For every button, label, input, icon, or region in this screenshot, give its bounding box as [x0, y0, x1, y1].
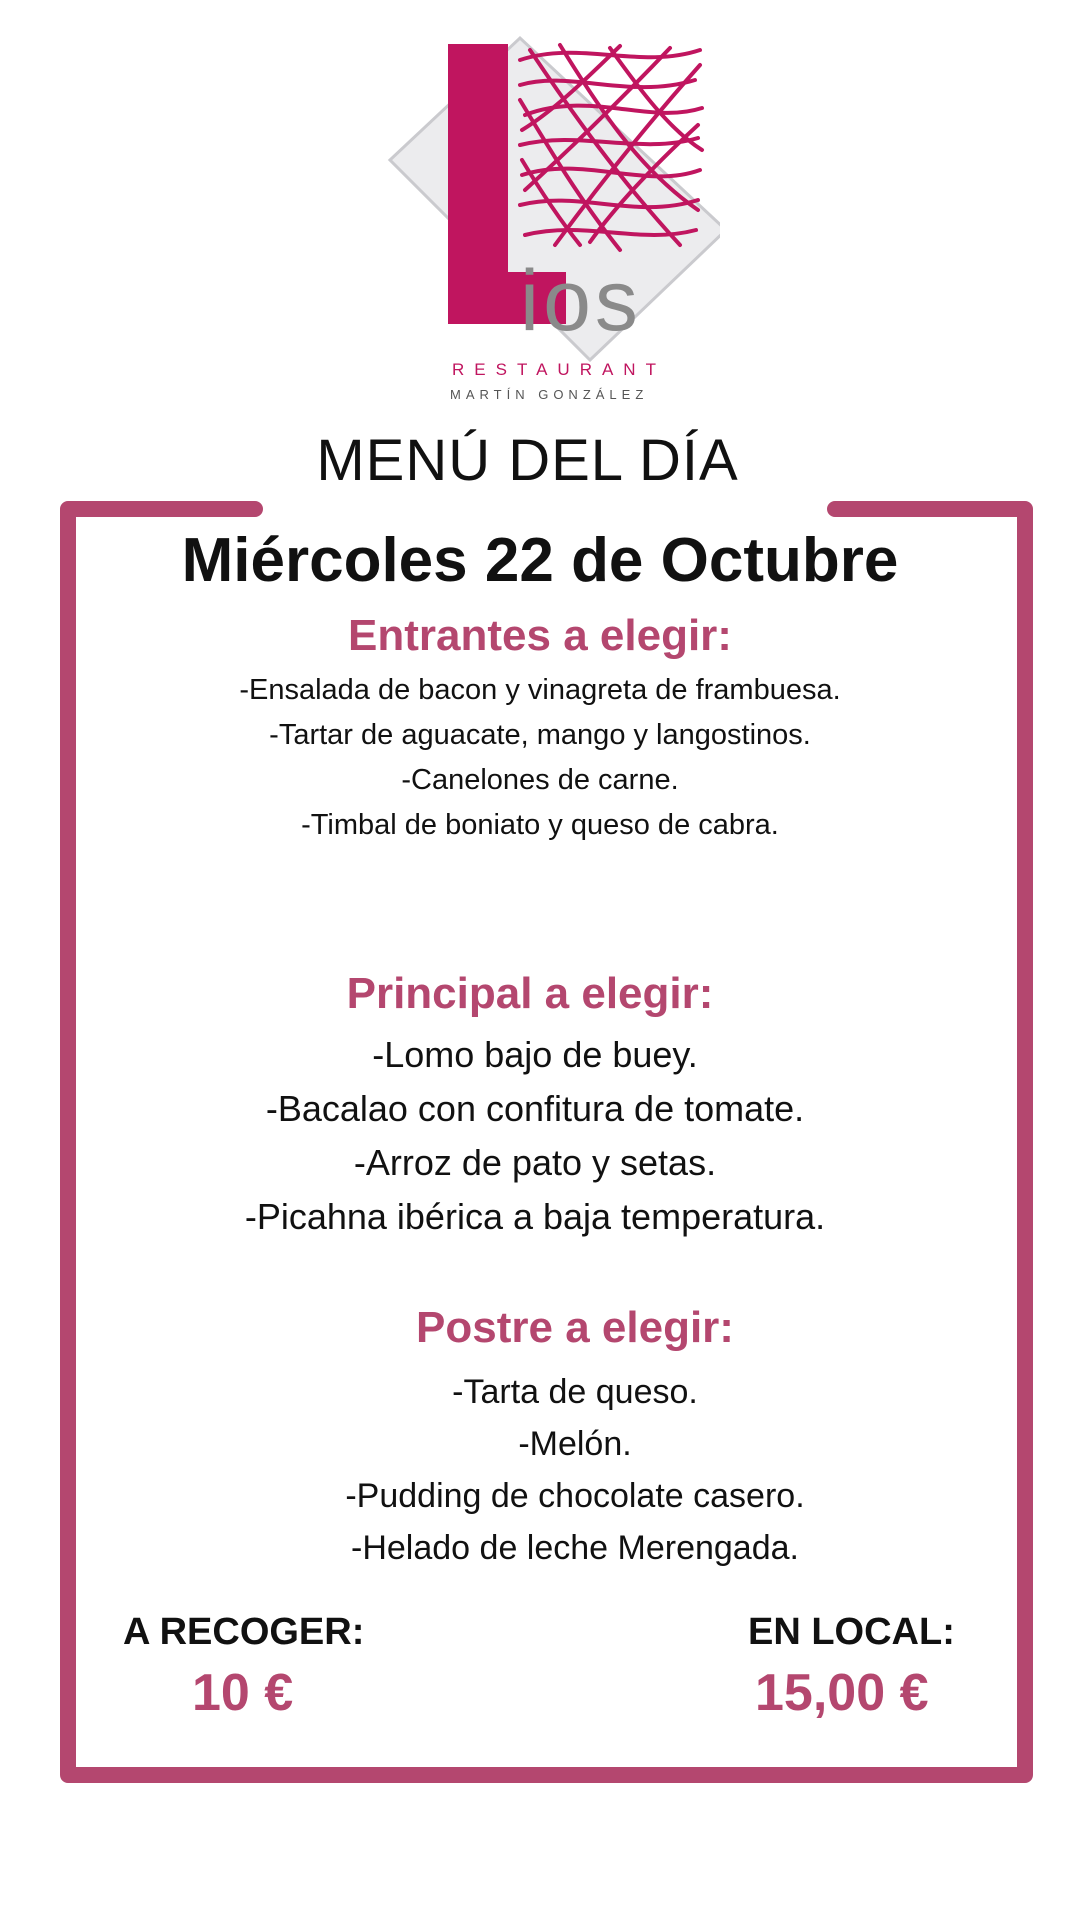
principal-list: [0, 1028, 1075, 1244]
local-price-label: EN LOCAL:: [748, 1611, 955, 1653]
local-price-value: 15,00 €: [755, 1664, 929, 1722]
pickup-price-label: A RECOGER:: [123, 1611, 365, 1653]
list-item: -Picahna ibérica a baja temperatura.: [244, 1196, 826, 1237]
section-title-principal: Principal a elegir:: [346, 969, 714, 1018]
list-item: -Lomo bajo de buey.: [372, 1034, 698, 1075]
logo-tagline: RESTAURANT: [452, 360, 666, 379]
section-title-postre: Postre a elegir:: [416, 1303, 734, 1352]
pickup-price-value: 10 €: [192, 1664, 294, 1722]
menu-date: Miércoles 22 de Octubre: [181, 526, 899, 595]
list-item: -Pudding de chocolate casero.: [345, 1477, 805, 1515]
list-item: -Melón.: [518, 1425, 632, 1463]
list-item: -Tarta de queso.: [452, 1373, 698, 1411]
postre-list: [35, 1366, 1080, 1574]
list-item: -Ensalada de bacon y vinagreta de frambuesa.: [239, 674, 841, 706]
logo-wordmark: ios: [520, 253, 642, 349]
entrantes-list: [0, 668, 1080, 848]
menu-title: MENÚ DEL DÍA: [316, 428, 739, 493]
list-item: -Tartar de aguacate, mango y langostinos.: [269, 719, 811, 751]
logo-owner-name: MARTÍN GONZÁLEZ: [450, 387, 649, 402]
section-title-entrantes: Entrantes a elegir:: [348, 611, 732, 660]
restaurant-logo: [380, 30, 720, 402]
list-item: -Bacalao con confitura de tomate.: [265, 1088, 805, 1129]
list-item: -Canelones de carne.: [401, 764, 679, 796]
list-item: -Timbal de boniato y queso de cabra.: [301, 809, 779, 841]
list-item: -Arroz de pato y setas.: [353, 1142, 717, 1183]
list-item: -Helado de leche Merengada.: [351, 1529, 799, 1567]
